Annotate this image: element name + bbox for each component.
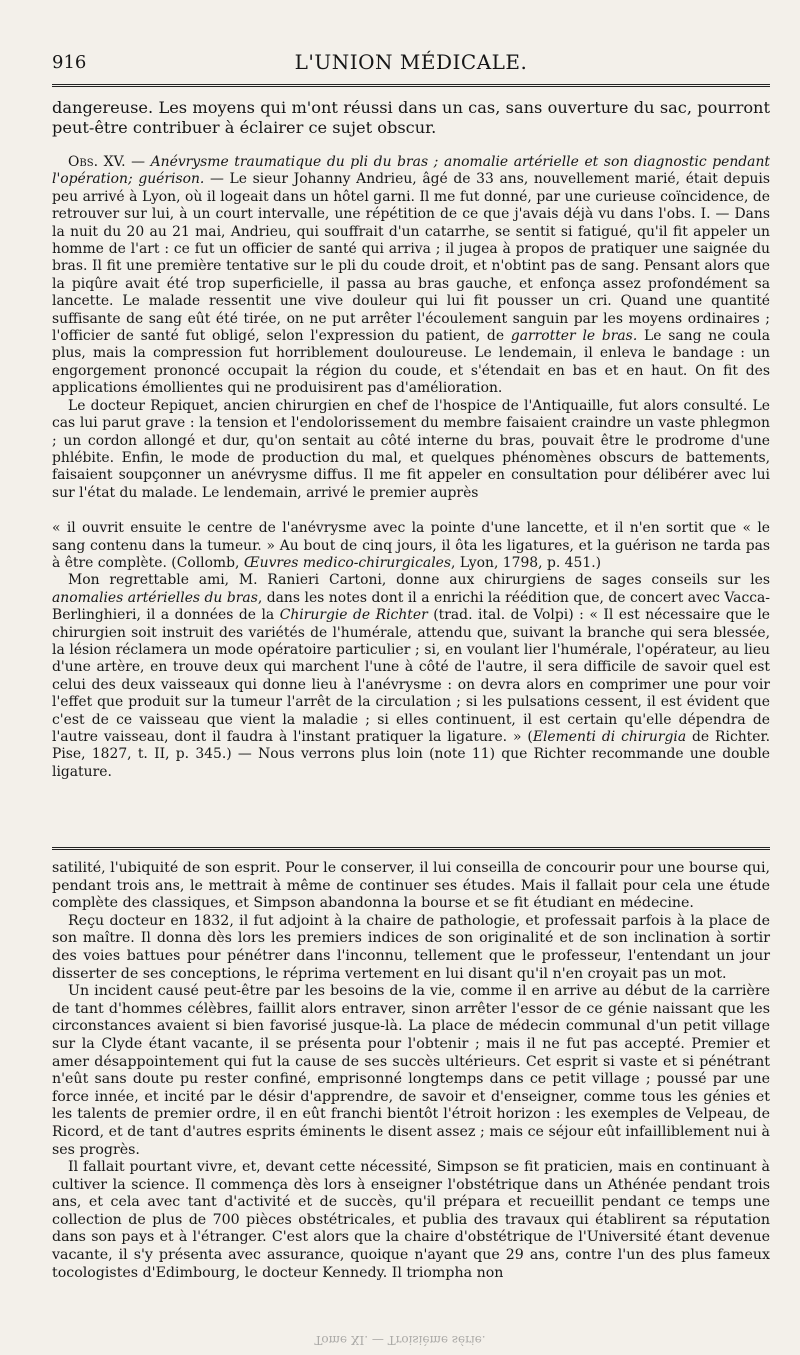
observation-label: Obs. XV. [68,154,126,170]
observation-title: Anévrysme traumatique du pli du bras ; anomalie artérielle et son diagnostic pendant l'opération; guérison. [52,154,770,188]
feuilleton-rule [52,847,770,850]
feuilleton-section [52,860,770,1282]
note-text: de Richter. Pise, 1827, t. II, p. 345.) — Nous verrons plus loin (note 11) que Richter recommande une double ligature. [52,729,770,780]
note-text: , dans les notes dont il a enrichi la réédition que, de concert avec Vacca-Berlinghieri, il a données de la [52,589,770,624]
note-paragraph [52,572,770,781]
header-rule [52,84,770,87]
note-text: Le sang ne coula plus, mais la compression fut horriblement douloureuse. Le lendemain, il enleva le bandage : un engorgement prononcé occupait la région du coude, et s'étendait en bas et en haut. On fit des applications émollientes qui ne produisirent pas d'amélioration. [52,328,770,397]
feuilleton-paragraph: Il fallait pourtant vivre, et, devant cette nécessité, Simpson se fit praticien, mais en continuant à cultiver la science. Il commença dès lors à enseigner l'obstétrique dans un Athénée pendant trois ans, et cela avec tant d'activité et de succès, qu'il prépara et recueillit pendant ce temps une collection de plus de 700 pièces obstétricales, et publia des travaux qui établirent sa réputation dans son pays et à l'étranger. C'est alors que la chaire d'obstétrique de l'Université étant devenue vacante, il s'y présenta avec assurance, quoique n'ayant que 29 ans, contre l'un des plus fameux tocologistes d'Edimbourg, le docteur Kennedy. Il triompha non [52,1159,770,1281]
top-paragraph-block [52,98,770,138]
note-text: « il ouvrit ensuite le centre de l'anévrysme avec la pointe d'une lancette, et il n'en sortit que « le sang contenu dans la tumeur. » Au bout de cinq jours, il ôta les ligatures, et la guérison ne tarda pas à être complète. (Collomb, [52,520,770,571]
body-paragraph: dangereuse. Les moyens qui m'ont réussi dans un cas, sans ouverture du sac, pourront peut-être contribuer à éclairer ce sujet obscur. [52,98,770,137]
citation-title: Elementi di chirurgia [532,729,687,745]
note-paragraph: Le docteur Repiquet, ancien chirurgien en chef de l'hospice de l'Antiquaille, fut alors consulté. Le cas lui parut grave : la tension et l'endolorissement du membre faisaient craindre un vaste phlegmon ; un cordon allongé et dur, qu'on sentait au côté interne du bras, pouvait être le prodrome d'une phlébite. Enfin, le mode de production du mal, et quelques phénomènes obscurs de battements, faisaient soupçonner un anévrysme diffus. Il me fit appeler en consultation pour délibérer avec lui sur l'état du malade. Le lendemain, arrivé le premier auprès [52,397,770,501]
citation-title: Œuvres medico-chirurgicales [243,554,451,571]
bleed-through-footer: Tome XI. — Troisième série. [314,1333,486,1347]
note-text: — Le sieur Johanny Andrieu, âgé de 33 ans, nouvellement marié, était depuis peu arrivé à Lyon, où il logeait dans un hôtel garni. Il me fut donné, par une curieuse coïncidence, de retrouver sur lui, à un court intervalle, une répétition de ce que j'avais déjà vu dans l'obs. I. — Dans la nuit du 20 au 21 mai, Andrieu, qui souffrait d'un catarrhe, se sentit si fatigué, qu'il fit appeler un homme de l'art : ce fut un officier de santé qui arriva ; il jugea à propos de pratiquer une saignée du bras. Il fit une première tentative sur le pli du coude droit, et n'obtint pas de sang. Pensant alors que la piqûre avait été trop superficielle, il passa au bras gauche, et enfonça assez profondément sa lancette. Le malade ressentit une vive douleur qui lui fit pousser un cri. Quand une quantité suffisante de sang eût été tirée, on ne put arrêter l'écoulement sanguin par les moyens ordinaires ; l'officier de santé fut obligé, selon l'expression du patient, de [52,171,770,345]
note-text: , Lyon, 1798, p. 451.) [450,554,602,571]
footnotes-section [52,154,770,781]
note-text: (trad. ital. de Volpi) : « Il est nécessaire que le chirurgien soit instruit des variétés de l'humérale, attendu que, suivant la branche qui sera blessée, la lésion réclamera un mode opératoire particulier ; si, en voulant lier l'humérale, l'opérateur, au lieu d'une artère, en trouve deux qui marchent l'une à côté de l'autre, il sera difficile de savoir quel est celui des deux vaisseaux qui donne lieu à l'anévrysme : on devra alors en comprimer une pour voir l'effet que produit sur la tumeur l'arrêt de la circulation ; si les pulsations cessent, il est évident que c'est de ce vaisseau que vient la maladie ; si elles continuent, il est certain qu'elle dépendra de l'autre vaisseau, dont il faudra à l'instant pratiquer la ligature. » ( [52,607,770,745]
feuilleton-paragraph: satilité, l'ubiquité de son esprit. Pour le conserver, il lui conseilla de concourir pour une bourse qui, pendant trois ans, le mettrait à même de continuer ses études. Mais il fallait pour cela une étude complète des classiques, et Simpson abandonna la bourse et se fit étudiant en médecine. [52,860,770,912]
note-text: Mon regrettable ami, M. Ranieri Cartoni, donne aux chirurgiens de sages conseils sur les [68,572,770,589]
page-number: 916 [52,52,87,73]
note-emphasis: garrotter le bras. [510,328,638,345]
observation-paragraph: Obs. XV. — Anévrysme traumatique du pli du bras ; anomalie artérielle et son diagnostic pendant l'opération; guérison. — Le sieur Johanny Andrieu, âgé de 33 ans, nouvellement marié, était depuis peu arrivé à Lyon, où il logeait dans un hôtel garni. Il me fut donné, par une curieuse coïncidence, de retrouver sur lui, à un court intervalle, une répétition de ce que j'avais déjà vu dans l'obs. I. — Dans la nuit du 20 au 21 mai, Andrieu, qui souffrait d'un catarrhe, se sentit si fatigué, qu'il fit appeler un homme de l'art : ce fut un officier de santé qui arriva ; il jugea à propos de pratiquer une saignée du bras. Il fit une première tentative sur le pli du coude droit, et n'obtint pas de sang. Pensant alors que la piqûre avait été trop superficielle, il passa au bras gauche, et enfonça assez profondément sa lancette. Le malade ressentit une vive douleur qui lui fit pousser un cri. Quand une quantité suffisante de sang eût été tirée, on ne put arrêter l'écoulement sanguin par les moyens ordinaires ; l'officier de santé fut obligé, selon l'expression du patient, de garrotter le bras. Le sang ne coula plus, mais la compression fut horriblement douloureuse. Le lendemain, il enleva le bandage : un engorgement prononcé occupait la région du coude, et s'étendait en bas et en haut. On fit des applications émollientes qui ne produisirent pas d'amélioration. [52,154,770,397]
citation-paragraph [52,520,770,572]
feuilleton-paragraph: Un incident causé peut-être par les besoins de la vie, comme il en arrive au début de la carrière de tant d'hommes célèbres, faillit alors entraver, sinon arrêter l'essor de ce génie naissant que les circonstances avaient si bien favorisé jusque-là. La place de médecin communal d'un petit village sur la Clyde étant vacante, il se présenta pour l'obtenir ; mais il ne fut pas accepté. Premier et amer désappointement qui fut la cause de ses succès ultérieurs. Cet esprit si vaste et si pénétrant n'eût sans doute pu rester confiné, emprisonné longtemps dans ce petit village ; poussé par une force innée, et incité par le désir d'apprendre, de savoir et d'enseigner, comme tous les génies et les talents de premier ordre, il en eût franchi bientôt l'étroit horizon : les exemples de Velpeau, de Ricord, et de tant d'autres esprits éminents le disent assez ; mais ce séjour eût infailliblement nui à ses progrès. [52,983,770,1158]
journal-title: L'UNION MÉDICALE. [294,50,528,74]
running-header [52,50,770,78]
citation-title: Chirurgie de Richter [279,607,428,624]
note-emphasis: anomalies artérielles du bras [52,589,258,606]
feuilleton-paragraph: Reçu docteur en 1832, il fut adjoint à la chaire de pathologie, et professait parfois à la place de son maître. Il donna dès lors les premiers indices de son originalité et de son inclination à sortir des voies battues pour pénétrer dans l'inconnu, tellement que le professeur, l'entendant un jour disserter de ses conceptions, le réprima vertement en lui disant qu'il n'en croyait pas un mot. [52,912,770,982]
